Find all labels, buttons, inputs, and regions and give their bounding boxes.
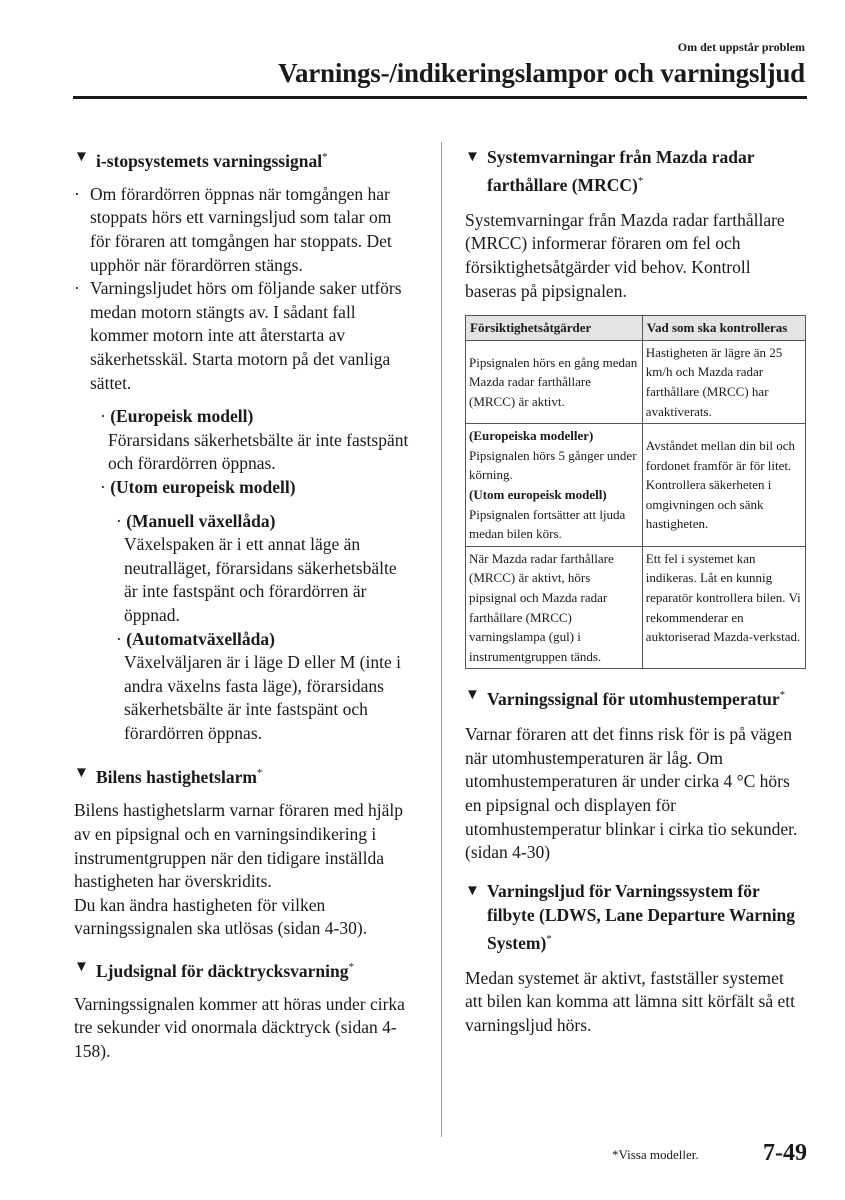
triangle-down-icon: ▼ <box>465 149 480 165</box>
table-cell: Pipsignalen hörs en gång medan Mazda radar farthållare (MRCC) är aktivt. <box>466 340 643 423</box>
paragraph: Varningssignalen kommer att höras under cirka tre sekunder vid onormala däcktryck (sidan 4-158). <box>74 993 405 1061</box>
table-header-cell: Vad som ska kontrolleras <box>642 316 805 341</box>
triangle-down-icon: ▼ <box>74 149 89 165</box>
paragraph: Bilens hastighetslarm varnar föraren med hjälp av en pipsignal och en varningsindikering i instrumentgruppen när den tidigare inställda hastigheten har överskridits. <box>74 800 403 892</box>
sub-label: (Manuell växellåda) <box>126 510 276 531</box>
left-column <box>74 145 414 1063</box>
cell-text: Pipsignalen fortsätter att ljuda medan bilen körs. <box>469 506 626 542</box>
table-cell: Hastigheten är lägre än 25 km/h och Mazda radar farthållare (MRCC) har avaktiverats. <box>642 340 805 423</box>
sub-item-auto: · (Automatväxellåda) Växelväljaren är i läge D eller M (inte i andra växelns fasta läge), förarsidans säkerhetsbälte är inte fastspänt och förardörren öppnas. <box>116 628 414 746</box>
heading-text: Bilens hastighetslarm <box>96 767 257 788</box>
page-number: 7-49 <box>763 1140 807 1166</box>
sub-label: (Automatväxellåda) <box>126 628 275 649</box>
heading-text: Varningssignal för utomhustemperatur <box>487 689 780 710</box>
triangle-down-icon: ▼ <box>74 958 89 975</box>
table-header-row <box>466 316 806 341</box>
bullet-item: · Om förardörren öppnas när tomgången har stoppats hörs ett varningsljud som talar om för föraren att tomgången har stoppats. Det upphör när förardörren stängs. <box>74 183 414 277</box>
sub-item-eu: · (Europeisk modell) Förarsidans säkerhetsbälte är inte fastspänt och förardörren öppnas. <box>100 405 414 476</box>
table-cell: Avståndet mellan din bil och fordonet framför är för litet. Kontrollera säkerheten i omgivningen och sänk hastigheten. <box>642 424 805 547</box>
table-cell <box>466 424 643 547</box>
sub-label: (Utom europeisk modell) <box>110 476 296 497</box>
paragraph: Medan systemet är aktivt, fastställer systemet att bilen kan komma att lämna sitt körfält så ett varningsljud hörs. <box>465 967 795 1035</box>
paragraph: Systemvarningar från Mazda radar farthållare (MRCC) informerar föraren om fel och försiktighetsåtgärder vid behov. Kontroll baseras på pipsignalen. <box>465 209 785 301</box>
footnote: *Vissa modeller. <box>612 1147 699 1162</box>
footnote-star: * <box>322 151 328 163</box>
cell-label: (Utom europeisk modell) <box>469 486 607 502</box>
sub-text: Växelspaken är i ett annat läge än neutralläget, förarsidans säkerhetsbälte är inte fastspänt och förardörren är öppnad. <box>124 534 397 625</box>
footnote-star: * <box>779 689 786 702</box>
footnote-star: * <box>256 767 263 780</box>
heading-tire-pressure <box>74 955 414 983</box>
sub-text: Förarsidans säkerhetsbälte är inte fastspänt och förardörren öppnas. <box>108 429 409 474</box>
table-cell: Ett fel i systemet kan indikeras. Låt en kunnig reparatör kontrollera bilen. Vi rekommenderar en auktoriserad Mazda-verkstad. <box>642 546 805 669</box>
footnote-star: * <box>546 932 552 945</box>
heading-speed-alarm <box>74 761 414 789</box>
table-row <box>466 546 806 669</box>
heading-mrcc <box>465 145 805 197</box>
table-row <box>466 424 806 547</box>
table-row <box>466 340 806 423</box>
bullet-text: Varningsljudet hörs om följande saker utförs medan motorn stängts av. I sådant fall kommer motorn inte att återstarta av säkerhetsskäl. Starta motorn på det vanliga sättet. <box>90 278 402 393</box>
heading-text: Varningsljud för Varningssystem för filbyte (LDWS, Lane Departure Warning System) <box>487 880 796 953</box>
triangle-down-icon: ▼ <box>74 765 89 782</box>
page-title: Varnings-/indikeringslampor och varningsljud <box>278 58 805 88</box>
bullet-item: · Varningsljudet hörs om följande saker utförs medan motorn stängts av. I sådant fall kommer motorn inte att återstarta av säkerhetsskäl. Starta motorn på det vanliga sättet. <box>74 277 414 395</box>
cell-text: Pipsignalen hörs 5 gånger under körning. <box>469 447 637 483</box>
heading-outside-temp <box>465 683 805 711</box>
heading-ldws <box>465 879 805 955</box>
column-divider <box>441 142 442 1137</box>
mrcc-table <box>465 315 806 669</box>
table-cell: När Mazda radar farthållare (MRCC) är aktivt, hörs pipsignal och Mazda radar farthållare (MRCC) varningslampa (gul) i instrumentgruppen tänds. <box>466 546 643 669</box>
triangle-down-icon: ▼ <box>465 687 480 704</box>
table-header-cell: Försiktighetsåtgärder <box>466 316 643 341</box>
triangle-down-icon: ▼ <box>465 882 480 899</box>
heading-text: Ljudsignal för däcktrycksvarning <box>96 960 349 981</box>
right-column <box>465 145 805 1037</box>
footnote-star: * <box>637 175 644 187</box>
paragraph: Du kan ändra hastigheten för vilken varningssignalen ska utlösas (sidan 4-30). <box>74 894 368 939</box>
sub-item-manual: · (Manuell växellåda) Växelspaken är i ett annat läge än neutralläget, förarsidans säkerhetsbälte är inte fastspänt och förardörren är öppnad. <box>116 510 414 628</box>
bullet-text: Om förardörren öppnas när tomgången har stoppats hörs ett varningsljud som talar om för föraren att tomgången har stoppats. Det upphör när förardörren stängs. <box>90 183 392 275</box>
cell-label: (Europeiska modeller) <box>469 428 594 444</box>
sub-label: (Europeisk modell) <box>110 406 254 427</box>
paragraph: Varnar föraren att det finns risk för is på vägen när utomhustemperaturen är låg. Om utomhustemperaturen är under cirka 4 °C hörs en pipsignal och displayen för utomhustemperatur blinkar i cirka tio sekunder. (sidan 4-30) <box>465 724 798 863</box>
heading-text: i-stopsystemets varningssignal <box>96 150 323 171</box>
heading-text: Systemvarningar från Mazda radar farthållare (MRCC) <box>487 147 755 195</box>
sub-item-non-eu: · (Utom europeisk modell) <box>100 476 296 497</box>
footnote-star: * <box>348 960 354 973</box>
section-name: Om det uppstår problem <box>677 40 805 54</box>
sub-text: Växelväljaren är i läge D eller M (inte i andra växelns fasta läge), förarsidans säkerhetsbälte är inte fastspänt och förardörren öppnas. <box>124 652 401 743</box>
heading-istop <box>74 145 414 173</box>
header-rule <box>73 96 807 99</box>
